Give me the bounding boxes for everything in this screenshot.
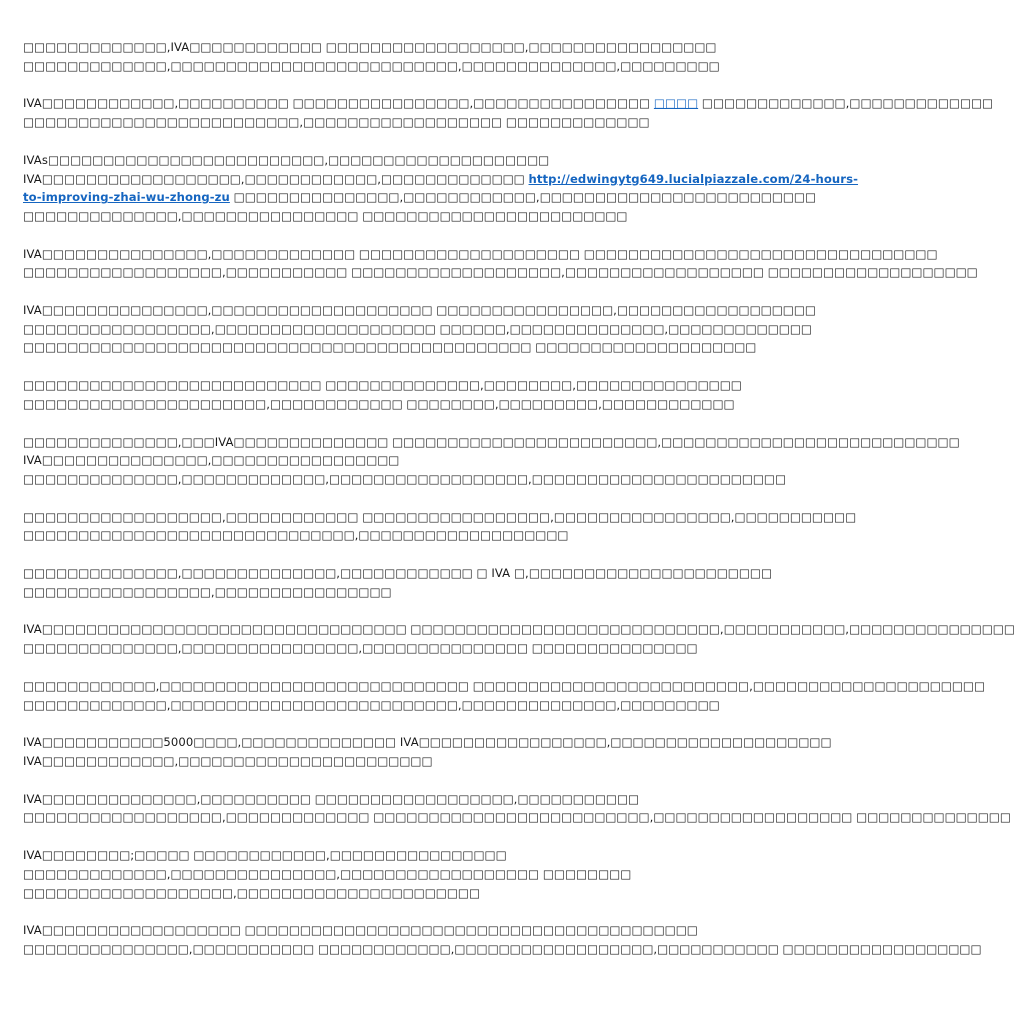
paragraph [23, 508, 857, 545]
text-segment: □□□□□□□□□□□□□□,□□□□□□□□□□□□□,□□□□□□□□□□□□□□□□□□,□□□□□□□□□□□□□□□□□□□□□□□ [23, 471, 787, 486]
text-segment: IVA□□□□□□□□□□□5000□□□□,□□□□□□□□□□□□□□ IVA□□□□□□□□□□□□□□□□□,□□□□□□□□□□□□□□□□□□□□ [23, 735, 832, 750]
paragraph [23, 376, 742, 413]
text-line [23, 338, 757, 357]
text-segment: □□□□□□□□□□□□□,□□□□□□□□□□□□□ [698, 96, 994, 111]
paragraph [23, 433, 960, 489]
text-segment: □□□□□□□□□□□□□□□□□□□□□□,□□□□□□□□□□□□ □□□□□□□□,□□□□□□□□□,□□□□□□□□□□□□ [23, 396, 735, 411]
paragraph [23, 677, 986, 714]
text-segment: IVA□□□□□□□□□□□□□□□,□□□□□□□□□□□□□□□□□□□□ □□□□□□□□□□□□□□□□,□□□□□□□□□□□□□□□□□□ [23, 303, 816, 318]
text-line [23, 696, 720, 715]
text-segment: IVA□□□□□□□□□□□□,□□□□□□□□□□ □□□□□□□□□□□□□□□□,□□□□□□□□□□□□□□□□ [23, 96, 654, 111]
text-line [23, 620, 1015, 639]
text-segment: □□□□□□□□□□□□□□□□□□□,□□□□□□□□□□□□□□□□□□□□□□ [23, 885, 481, 900]
text-line [23, 451, 698, 470]
paragraph [23, 38, 720, 75]
text-line [23, 94, 994, 113]
text-line [23, 526, 698, 545]
text-segment: □□□□□□□□□□□□□□□□□□□□□□□□□□□□□□,□□□□□□□□□□□□□□□□□□□ [23, 528, 569, 543]
paragraph [23, 846, 698, 902]
text-line [23, 940, 982, 959]
text-segment: □□□□□□□□□□□□□□□,□□□□□□□□□□□□,□□□□□□□□□□□□□□□□□□□□□□□□□ [229, 190, 817, 205]
paragraph [23, 921, 982, 958]
text-segment: □□□□□□□□□□□□□,□□□□□□□□□□□□□□□□□□□□□□□□□□,□□□□□□□□□□□□□□,□□□□□□□□□ [23, 58, 720, 73]
text-segment: □□□□□□□□□□□□□□□□□□,□□□□□□□□□□□□□ □□□□□□□□□□□□□□□□□□□□□□□□□,□□□□□□□□□□□□□□□□□□ □□□□□□□□□□□□□□ [23, 810, 1011, 825]
text-segment: IVA□□□□□□□□□□□□□□□,□□□□□□□□□□□□□□□□□ [23, 453, 400, 468]
text-segment: □□□□□□□□□□□□□□□□□□,□□□□□□□□□□□□ □□□□□□□□□□□□□□□□□,□□□□□□□□□□□□□□□□,□□□□□□□□□□□ [23, 509, 857, 524]
text-line [23, 188, 817, 207]
text-line [23, 170, 859, 189]
text-line [23, 846, 698, 865]
text-line [23, 113, 698, 132]
text-line [23, 470, 787, 489]
text-line [23, 245, 938, 264]
text-line [23, 57, 720, 76]
text-segment: □□□□□□□□□□□□□□□□□,□□□□□□□□□□□□□□□□□□□□ □□□□□□,□□□□□□□□□□□□□□,□□□□□□□□□□□□□ [23, 321, 812, 336]
text-segment: □□□□□□□□□□□□□□□□□,□□□□□□□□□□□□□□□□ [23, 584, 392, 599]
text-line [23, 884, 698, 903]
text-line [23, 583, 698, 602]
text-line [23, 301, 816, 320]
text-segment: □□□□□□□□□□□□□,□□□□□□□□□□□□□□□□□□□□□□□□□□,□□□□□□□□□□□□□□,□□□□□□□□□ [23, 697, 720, 712]
text-segment: □□□□□□□□□□□□□□,□□□IVA□□□□□□□□□□□□□□ □□□□□□□□□□□□□□□□□□□□□□□□,□□□□□□□□□□□□□□□□□□□□□□□□□□□ [23, 434, 960, 449]
paragraph [23, 151, 859, 226]
text-line [23, 207, 698, 226]
text-line [23, 808, 1011, 827]
inline-link[interactable]: □□□□ [653, 96, 699, 111]
paragraph [23, 790, 1011, 827]
paragraph [23, 733, 832, 770]
text-line [23, 733, 832, 752]
paragraph [23, 620, 1015, 657]
text-line [23, 677, 986, 696]
text-segment: □□□□□□□□□□□□□,IVA□□□□□□□□□□□□ □□□□□□□□□□□□□□□□□□,□□□□□□□□□□□□□□□□□ [23, 40, 717, 54]
inline-link[interactable]: http://edwingytg649.lucialpiazzale.com/24-hours- [528, 171, 859, 186]
text-line [23, 433, 960, 452]
text-line [23, 865, 698, 884]
text-segment: □□□□□□□□□□□□□□□,□□□□□□□□□□□ □□□□□□□□□□□□,□□□□□□□□□□□□□□□□□□,□□□□□□□□□□□ □□□□□□□□□□□□□□□□□□ [23, 941, 982, 956]
text-line [23, 263, 978, 282]
text-segment: □□□□□□□□□□□□□□□□□□,□□□□□□□□□□□ □□□□□□□□□□□□□□□□□□□,□□□□□□□□□□□□□□□□□□ □□□□□□□□□□□□□□□□□□□ [23, 265, 978, 280]
paragraph [23, 245, 978, 282]
text-segment: IVA□□□□□□□□□□□□□□,□□□□□□□□□□ □□□□□□□□□□□□□□□□□□,□□□□□□□□□□□ [23, 791, 640, 806]
inline-link[interactable]: to-improving-zhai-wu-zhong-zu [23, 190, 230, 205]
text-line [23, 376, 742, 395]
paragraph [23, 94, 994, 131]
text-line [23, 38, 717, 57]
text-segment: IVA□□□□□□□□□□□□□□□□□□,□□□□□□□□□□□□,□□□□□□□□□□□□□ [23, 171, 529, 186]
text-segment: □□□□□□□□□□□□,□□□□□□□□□□□□□□□□□□□□□□□□□□□□ □□□□□□□□□□□□□□□□□□□□□□□□□,□□□□□□□□□□□□□□□□□□□□□ [23, 678, 986, 693]
paragraph [23, 564, 773, 601]
text-line [23, 508, 857, 527]
text-segment: IVAs□□□□□□□□□□□□□□□□□□□□□□□□□,□□□□□□□□□□□□□□□□□□□□ [23, 152, 550, 167]
text-line [23, 564, 773, 583]
text-segment: □□□□□□□□□□□□□□□□□□□□□□□□□□□ □□□□□□□□□□□□□□,□□□□□□□□,□□□□□□□□□□□□□□□ [23, 378, 742, 393]
text-line [23, 790, 698, 809]
text-segment: □□□□□□□□□□□□□,□□□□□□□□□□□□□□□,□□□□□□□□□□□□□□□□□□ □□□□□□□□ [23, 866, 632, 881]
text-line [23, 151, 698, 170]
text-line [23, 320, 812, 339]
text-segment: IVA□□□□□□□□□□□□□□□,□□□□□□□□□□□□□ □□□□□□□□□□□□□□□□□□□□ □□□□□□□□□□□□□□□□□□□□□□□□□□□□□□□□ [23, 246, 938, 261]
text-line [23, 921, 698, 940]
text-segment: □□□□□□□□□□□□□□,□□□□□□□□□□□□□□□□,□□□□□□□□□□□□□□□ □□□□□□□□□□□□□□□ [23, 641, 698, 656]
text-line [23, 752, 698, 771]
text-segment: □□□□□□□□□□□□□□□□□□□□□□□□□,□□□□□□□□□□□□□□□□□□ □□□□□□□□□□□□□ [23, 115, 650, 130]
text-segment: □□□□□□□□□□□□□□,□□□□□□□□□□□□□□□□ □□□□□□□□□□□□□□□□□□□□□□□□ [23, 208, 628, 223]
text-line [23, 395, 735, 414]
text-segment: IVA□□□□□□□□□□□□□□□□□□ □□□□□□□□□□□□□□□□□□□□□□□□□□□□□□□□□□□□□□□□□ [23, 923, 698, 938]
text-segment: IVA□□□□□□□□□□□□,□□□□□□□□□□□□□□□□□□□□□□□ [23, 753, 433, 768]
text-segment: IVA□□□□□□□□;□□□□□ □□□□□□□□□□□□,□□□□□□□□□□□□□□□□ [23, 848, 507, 863]
text-segment: □□□□□□□□□□□□□□□□□□□□□□□□□□□□□□□□□□□□□□□□□□□□□□ □□□□□□□□□□□□□□□□□□□□ [23, 340, 757, 355]
paragraph [23, 301, 816, 357]
text-segment: IVA□□□□□□□□□□□□□□□□□□□□□□□□□□□□□□□□□ □□□□□□□□□□□□□□□□□□□□□□□□□□□□,□□□□□□□□□□□,□□□□□□□□□□□□□□□ [23, 622, 1015, 637]
text-segment: □□□□□□□□□□□□□□,□□□□□□□□□□□□□□,□□□□□□□□□□□□ □ IVA □,□□□□□□□□□□□□□□□□□□□□□□ [23, 566, 773, 581]
text-line [23, 639, 698, 658]
